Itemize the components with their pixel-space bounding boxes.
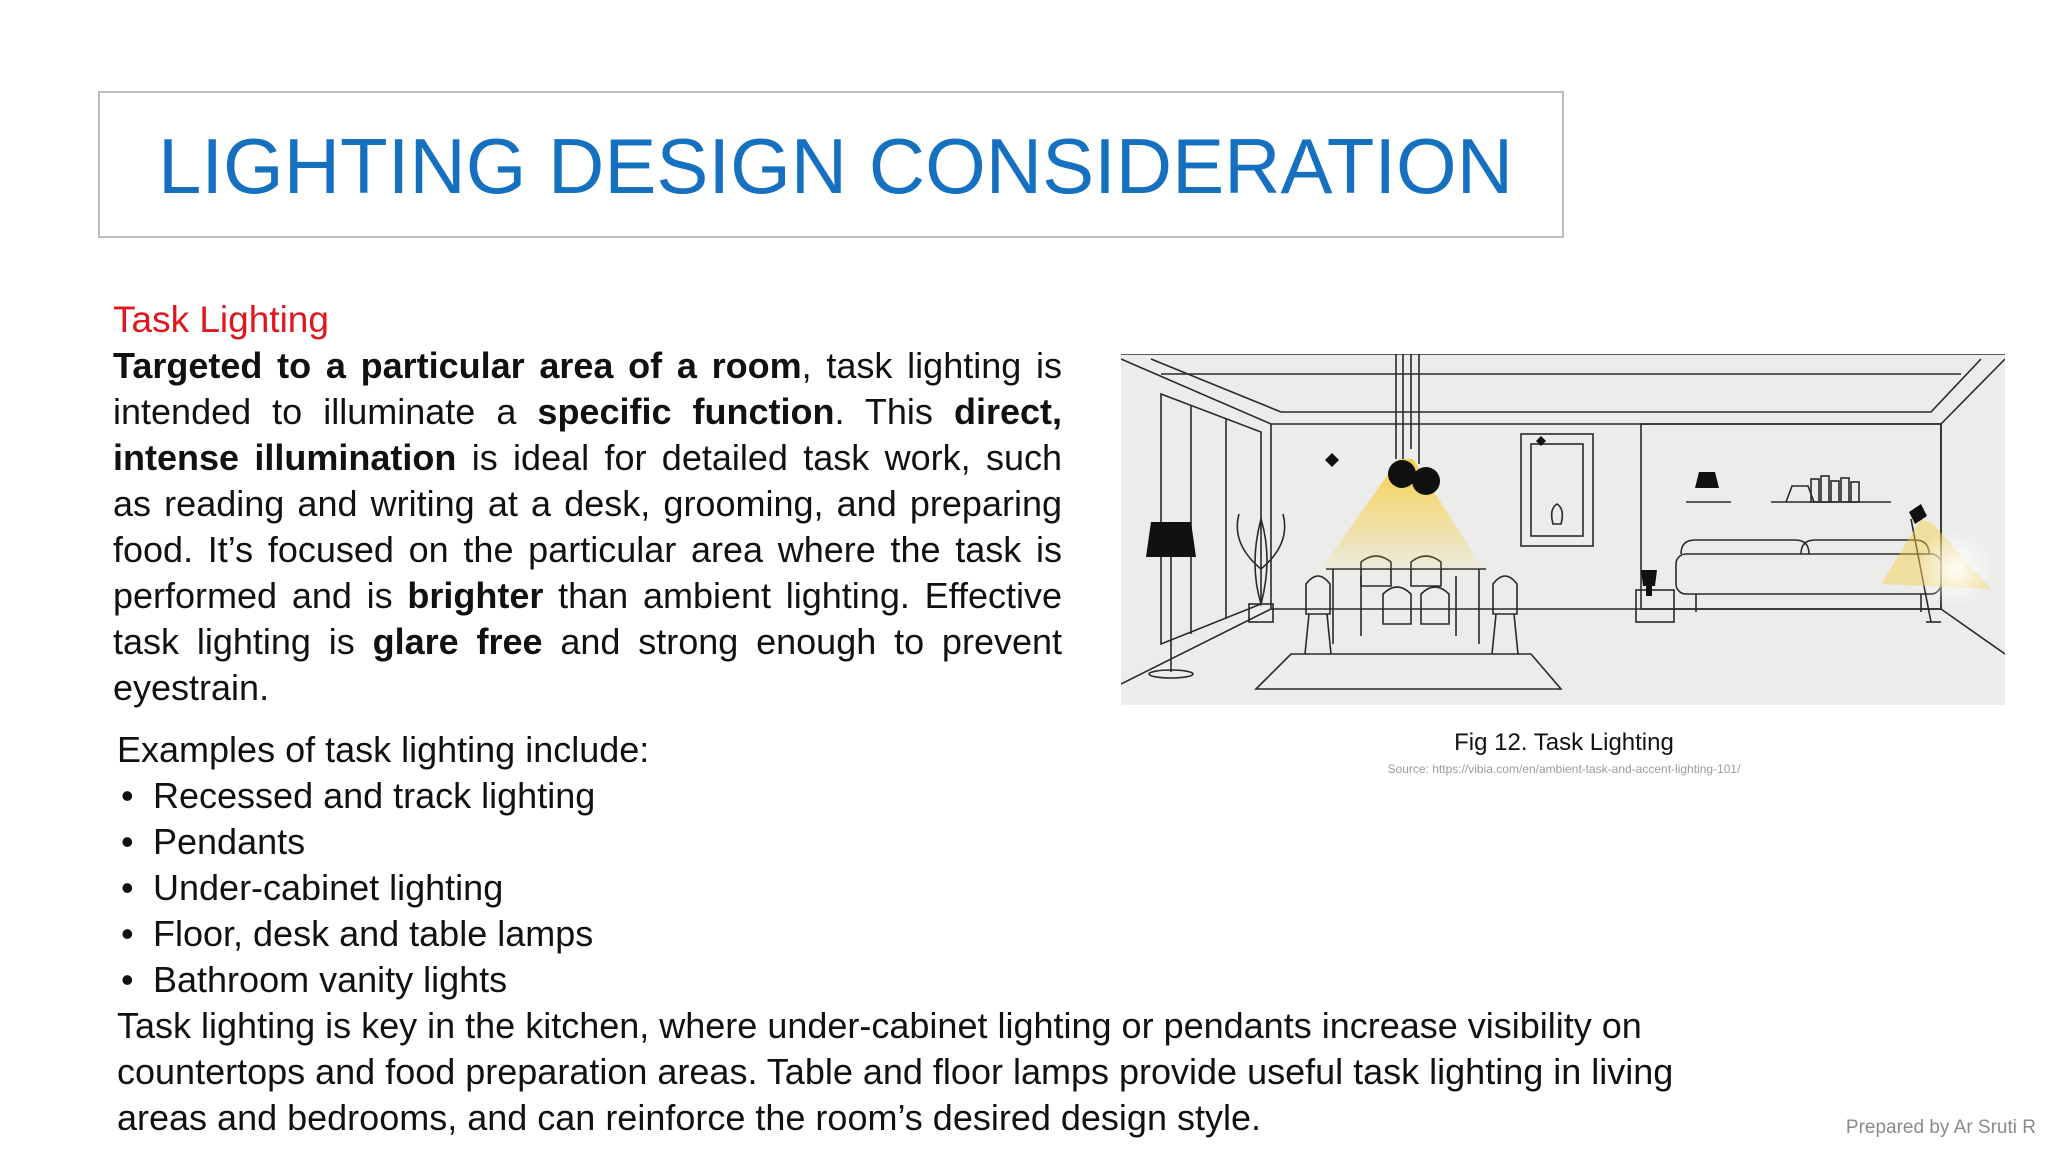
bold-phrase: glare free xyxy=(372,621,543,662)
list-item xyxy=(117,957,649,1003)
bullet-icon: • xyxy=(121,959,134,1000)
text-run: than ambient lighting. Effective task lighting is xyxy=(113,575,1062,662)
list-item xyxy=(117,865,649,911)
lamp-glow xyxy=(1916,529,1996,609)
list-item-label: Bathroom vanity lights xyxy=(153,959,508,1000)
bullet-icon: • xyxy=(121,913,134,954)
intro-paragraph xyxy=(113,343,1062,711)
text-run: and strong enough to prevent eyestrain. xyxy=(113,621,1063,708)
bold-phrase: direct, intense illumination xyxy=(113,391,1062,478)
bold-phrase: Targeted to a particular area of a room xyxy=(113,345,802,386)
list-item xyxy=(117,911,649,957)
room-drawing xyxy=(1121,354,2005,705)
list-item xyxy=(117,819,649,865)
examples-list xyxy=(117,773,649,1003)
closing-paragraph: Task lighting is key in the kitchen, where under-cabinet lighting or pendants increase visibility on countertops and food preparation areas. Table and floor lamps provide useful task lighting in living areas and bedrooms, and can reinforce the room’s desired design style. xyxy=(117,1005,1674,1138)
list-item-label: Pendants xyxy=(153,821,306,862)
list-item xyxy=(117,773,649,819)
examples-block xyxy=(117,727,649,1003)
text-run: is ideal for detailed task work, such as reading and writing at a desk, grooming, and preparing food. It’s focused on the particular area where the task is performed and is xyxy=(113,437,1063,616)
section-heading: Task Lighting xyxy=(113,299,329,340)
list-item-label: Recessed and track lighting xyxy=(153,775,596,816)
figure-source: Source: https://vibia.com/en/ambient-task-and-accent-lighting-101/ xyxy=(1387,762,1741,776)
list-item-label: Floor, desk and table lamps xyxy=(153,913,594,954)
bold-phrase: specific function xyxy=(537,391,835,432)
pendant-globe xyxy=(1412,467,1440,495)
text-run: . This xyxy=(834,391,954,432)
floor-lamp-shade xyxy=(1146,522,1196,557)
task-lighting-illustration xyxy=(1121,354,2005,705)
bullet-icon: • xyxy=(121,867,134,908)
author-credit: Prepared by Ar Sruti R xyxy=(1845,1117,2036,1138)
title-box xyxy=(98,91,1564,238)
bullet-icon: • xyxy=(121,775,134,816)
text-run: , task lighting is intended to illuminate a xyxy=(113,345,1062,432)
examples-intro: Examples of task lighting include: xyxy=(117,729,650,770)
bullet-icon: • xyxy=(121,821,134,862)
list-item-label: Under-cabinet lighting xyxy=(153,867,504,908)
bold-phrase: brighter xyxy=(407,575,544,616)
figure-caption: Fig 12. Task Lighting xyxy=(1454,729,1674,756)
pendant-globe xyxy=(1388,460,1416,488)
slide-title: LIGHTING DESIGN CONSIDERATION xyxy=(158,122,1514,210)
